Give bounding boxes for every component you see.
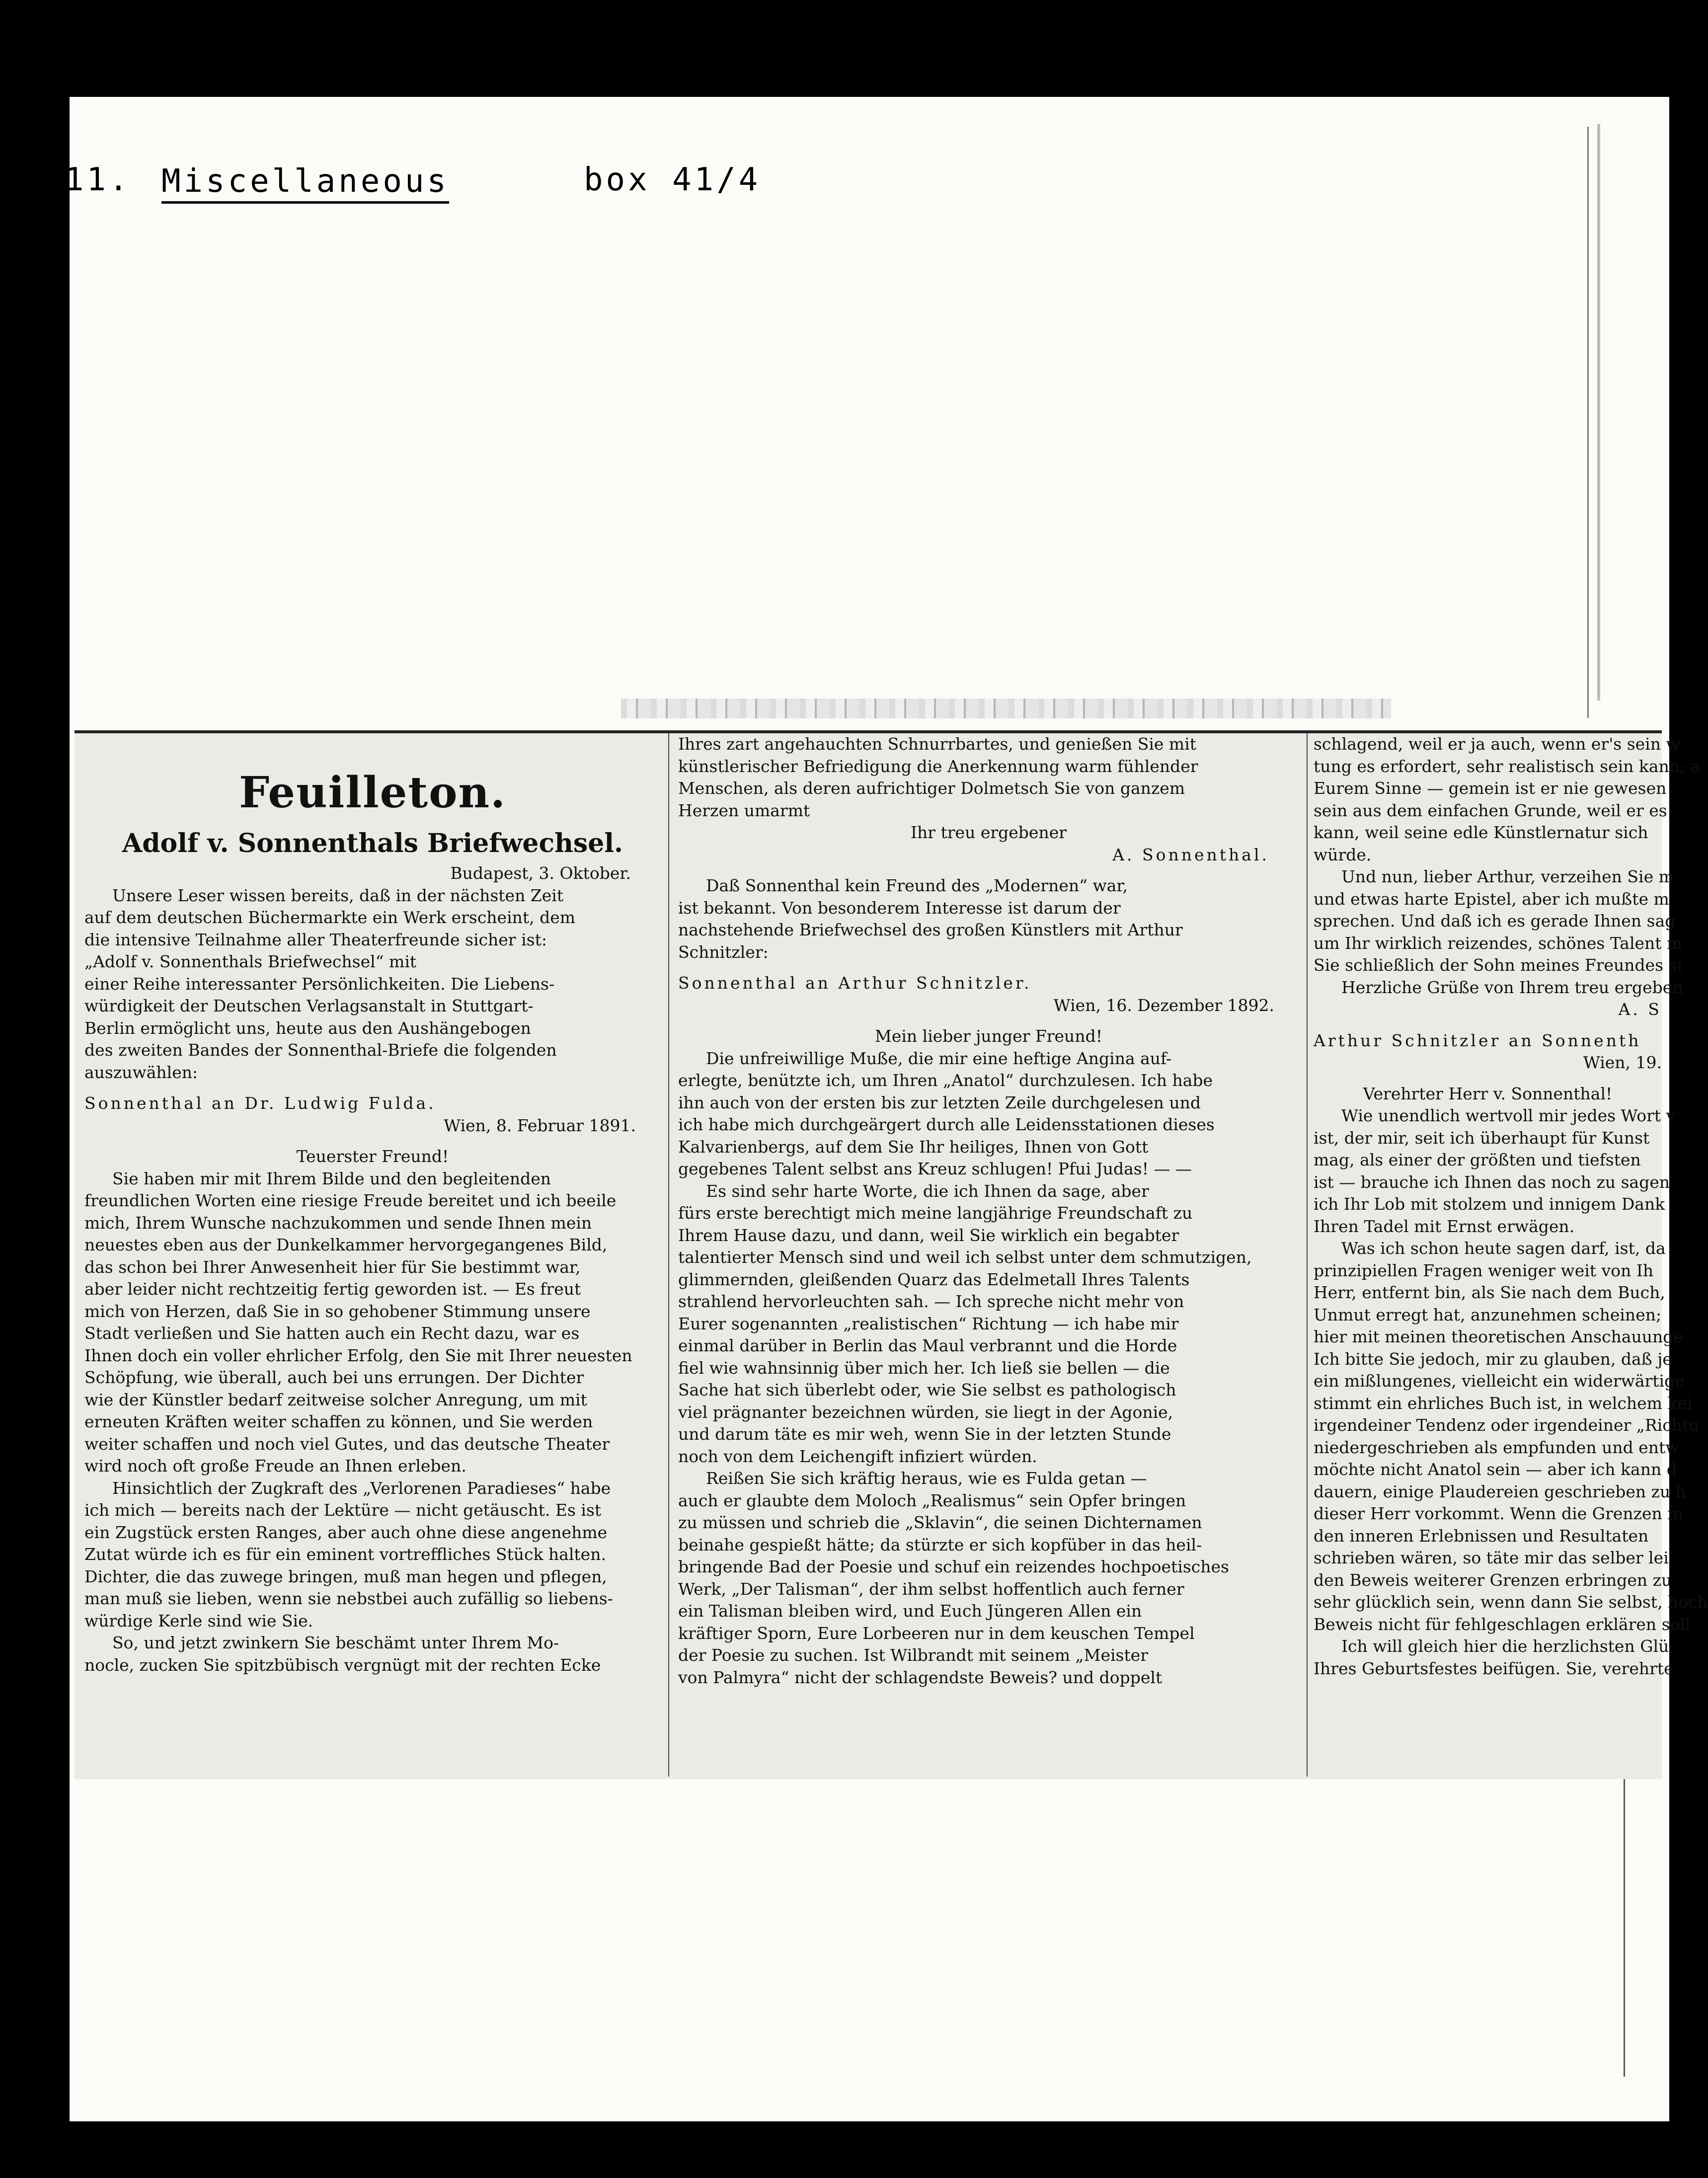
letter-line: ein Zugstück ersten Ranges, aber auch ohne diese angenehme <box>84 1522 608 1542</box>
letter-line: erlegte, benützte ich, um Ihren „Anatol“ durchzulesen. Ich habe <box>678 1071 1213 1090</box>
column-2 <box>668 733 1299 1777</box>
column-1 <box>84 733 661 1777</box>
letter-line: Kalvarienbergs, auf dem Sie Ihr heiliges, Ihnen von Gott <box>678 1137 1149 1157</box>
newspaper-clipping <box>75 730 1708 1779</box>
intro-line: Schnitzler: <box>678 942 769 962</box>
letter-line: ein Talisman bleiben wird, und Euch Jüngeren Allen ein <box>678 1601 1142 1621</box>
sheet-edge-line <box>1587 127 1589 718</box>
letter-line: Reißen Sie sich kräftig heraus, wie es Fulda getan — <box>706 1469 1147 1488</box>
letter-line: Und nun, lieber Arthur, verzeihen Sie m <box>1341 867 1674 886</box>
letter-line: ist — brauche ich Ihnen das noch zu sagen <box>1314 1172 1670 1192</box>
box-number: box 41/4 <box>584 161 761 198</box>
letter-line: So, und jetzt zwinkern Sie beschämt unter Ihrem Mo- <box>112 1633 559 1652</box>
letter-line: Ich will gleich hier die herzlichsten Glü <box>1341 1636 1669 1656</box>
letter-line: mich, Ihrem Wunsche nachzukommen und sende Ihnen mein <box>84 1213 592 1233</box>
letter-line: und darum täte es mir weh, wenn Sie in der letzten Stunde <box>678 1424 1171 1444</box>
letter-line: Menschen, als deren aufrichtiger Dolmetsch Sie von ganzem <box>678 778 1185 798</box>
letter-date: Wien, 16. Dezember 1892. <box>1053 995 1274 1015</box>
letter-date: Wien, 8. Februar 1891. <box>444 1115 636 1135</box>
letter-line: strahlend hervorleuchten sah. — Ich spreche nicht mehr von <box>678 1292 1184 1311</box>
letter-line: auch er glaubte dem Moloch „Realismus“ sein Opfer bringen <box>678 1490 1186 1510</box>
letter-line: Herr, entfernt bin, als Sie nach dem Buch, <box>1314 1283 1665 1302</box>
letter-line: und etwas harte Epistel, aber ich mußte m <box>1314 889 1669 909</box>
letter-line: irgendeiner Tendenz oder irgendeiner „Richtu <box>1314 1415 1700 1435</box>
letter-line: schlagend, weil er ja auch, wenn er's sein w <box>1314 734 1680 754</box>
letter-line: kann, weil seine edle Künstlernatur sich <box>1314 823 1648 842</box>
letter-line: gegebenes Talent selbst ans Kreuz schlugen! Pfui Judas! — — <box>678 1159 1192 1178</box>
letter-line: bringende Bad der Poesie und schuf ein reizendes hochpoetisches <box>678 1557 1229 1576</box>
letter-line: ich habe mich durchgeärgert durch alle Leidensstationen dieses <box>678 1115 1215 1134</box>
letter-line: Ihren Tadel mit Ernst erwägen. <box>1314 1216 1575 1236</box>
letter-line: Was ich schon heute sagen darf, ist, da <box>1341 1239 1666 1258</box>
letter-line: Schöpfung, wie überall, auch bei uns errungen. Der Dichter <box>84 1368 584 1387</box>
letter-line: stimmt ein ehrliches Buch ist, in welchem kei <box>1314 1393 1693 1413</box>
letter-line: kräftiger Sporn, Eure Lorbeeren nur in dem keuschen Tempel <box>678 1623 1195 1643</box>
letter-line: wird noch oft große Freude an Ihnen erleben. <box>84 1456 466 1476</box>
letter-line: sehr glücklich sein, wenn dann Sie selbst, hoch <box>1314 1592 1708 1612</box>
folder-number: 11. <box>65 161 131 198</box>
letter-line: prinzipiellen Fragen weniger weit von Ih <box>1314 1260 1654 1280</box>
letter-line: neuestes eben aus der Dunkelkammer hervorgegangenes Bild, <box>84 1235 608 1254</box>
letter-line: würdige Kerle sind wie Sie. <box>84 1611 313 1631</box>
intro-line: Unsere Leser wissen bereits, daß in der nächsten Zeit <box>112 885 564 905</box>
intro-line: die intensive Teilnahme aller Theaterfreunde sicher ist: <box>84 930 547 949</box>
letter-line: den Beweis weiterer Grenzen erbringen zu <box>1314 1570 1672 1590</box>
intro-line: ist bekannt. Von besonderem Interesse ist darum der <box>678 898 1121 918</box>
letter-line: Ihnen doch ein voller ehrlicher Erfolg, den Sie mit Ihrer neuesten <box>84 1345 632 1365</box>
letter-line: tung es erfordert, sehr realistisch sein kann; a <box>1314 756 1701 776</box>
letter-line: ein mißlungenes, vielleicht ein widerwärtige <box>1314 1371 1685 1391</box>
letter-line: Sache hat sich überlebt oder, wie Sie selbst es pathologisch <box>678 1380 1176 1400</box>
letter-line: erneuten Kräften weiter schaffen zu können, und Sie werden <box>84 1412 593 1431</box>
letter-signature: A. S <box>1618 1000 1662 1019</box>
letter-line: beinahe gespießt hätte; da stürzte er sich kopfüber in das heil- <box>678 1535 1202 1555</box>
letter-line: noch von dem Leichengift infiziert würden. <box>678 1446 1037 1466</box>
letter-line: Dichter, die das zuwege bringen, muß man hegen und pflegen, <box>84 1566 607 1586</box>
letter-line: einmal darüber in Berlin das Maul verbrannt und die Horde <box>678 1336 1177 1355</box>
letter-line: Sie haben mir mit Ihrem Bilde und den begleitenden <box>112 1168 551 1188</box>
letter-line: Ich bitte Sie jedoch, mir zu glauben, daß je <box>1314 1349 1672 1369</box>
letter-line: ich mich — bereits nach der Lektüre — nicht getäuscht. Es ist <box>84 1500 602 1520</box>
letter-line: man muß sie lieben, wenn sie nebstbei auch zufällig so liebens- <box>84 1589 613 1608</box>
letter-line: Sie schließlich der Sohn meines Freundes si <box>1314 955 1683 975</box>
letter-line: Stadt verließen und Sie hatten auch ein Recht dazu, war es <box>84 1323 580 1343</box>
letter-line: ihn auch von der ersten bis zur letzten Zeile durchgelesen und <box>678 1092 1201 1112</box>
letter-line: zu müssen und schrieb die „Sklavin“, die seinen Dichternamen <box>678 1513 1202 1532</box>
intro-line: Daß Sonnenthal kein Freund des „Modernen“ war, <box>706 876 1128 895</box>
letter-line: Ihres Geburtsfestes beifügen. Sie, verehrte <box>1314 1658 1674 1678</box>
letter-salutation: Mein lieber junger Freund! <box>875 1026 1102 1046</box>
letter-line: schrieben wären, so täte mir das selber lei <box>1314 1548 1669 1567</box>
letter-line: dauern, einige Plaudereien geschrieben zu h <box>1314 1481 1687 1501</box>
letter-line: sprechen. Und daß ich es gerade Ihnen sag <box>1314 911 1676 931</box>
letter-line: von Palmyra“ nicht der schlagendste Beweis? und doppelt <box>678 1667 1163 1687</box>
letter-line: Wie unendlich wertvoll mir jedes Wort v <box>1341 1106 1676 1125</box>
letter-line: Eurem Sinne — gemein ist er nie gewesen <box>1314 778 1667 798</box>
letter-line: Es sind sehr harte Worte, die ich Ihnen da sage, aber <box>706 1181 1149 1201</box>
letter-line: fiel wie wahnsinnig über mich her. Ich ließ sie bellen — die <box>678 1358 1170 1378</box>
letter-line: nocle, zucken Sie spitzbübisch vergnügt mit der rechten Ecke <box>84 1655 601 1675</box>
letter-heading: Sonnenthal an Arthur Schnitzler. <box>678 973 1032 993</box>
letter-line: hier mit meinen theoretischen Anschauunge <box>1314 1327 1683 1346</box>
letter-line: fürs erste berechtigt mich meine langjährige Freundschaft zu <box>678 1203 1193 1223</box>
letter-line: würde. <box>1314 845 1372 864</box>
letter-line: Ihres zart angehauchten Schnurrbartes, und genießen Sie mit <box>678 734 1197 754</box>
letter-line: Herzliche Grüße von Ihrem treu ergeben <box>1341 977 1683 997</box>
letter-line: sein aus dem einfachen Grunde, weil er es <box>1314 800 1667 820</box>
letter-line: Beweis nicht für fehlgeschlagen erklären soll <box>1314 1614 1691 1634</box>
clipping-strip-remnant <box>621 699 1391 718</box>
letter-line: den inneren Erlebnissen und Resultaten <box>1314 1526 1649 1546</box>
article-headline: Adolf v. Sonnenthals Briefwechsel. <box>122 828 623 858</box>
letter-line: das schon bei Ihrer Anwesenheit hier für Sie bestimmt war, <box>84 1257 581 1277</box>
letter-line: ist, der mir, seit ich überhaupt für Kunst <box>1314 1128 1650 1148</box>
letter-line: niedergeschrieben als empfunden und entw <box>1314 1437 1680 1457</box>
intro-line: „Adolf v. Sonnenthals Briefwechsel“ mit <box>84 952 417 971</box>
letter-line: viel prägnanter bezeichnen würden, sie liegt in der Agonie, <box>678 1402 1173 1422</box>
dateline: Budapest, 3. Oktober. <box>450 863 631 883</box>
letter-line: künstlerischer Befriedigung die Anerkennung warm fühlender <box>678 756 1198 776</box>
letter-line: Zutat würde ich es für ein eminent vortreffliches Stück halten. <box>84 1545 606 1564</box>
letter-line: mich von Herzen, daß Sie in so gehobener Stimmung unsere <box>84 1301 591 1321</box>
letter-heading: Sonnenthal an Dr. Ludwig Fulda. <box>84 1093 436 1113</box>
letter-line: weiter schaffen und noch viel Gutes, und das deutsche Theater <box>84 1434 610 1454</box>
letter-heading: Arthur Schnitzler an Sonnenth <box>1314 1030 1641 1050</box>
intro-line: des zweiten Bandes der Sonnenthal-Briefe die folgenden <box>84 1040 557 1060</box>
intro-line: würdigkeit der Deutschen Verlagsanstalt in Stuttgart- <box>84 996 534 1015</box>
letter-line: wie der Künstler bedarf zeitweise solcher Anregung, um mit <box>84 1390 587 1409</box>
section-title: Feuilleton. <box>239 768 506 818</box>
letter-line: freundlichen Worten eine riesige Freude bereitet und ich beeile <box>84 1191 617 1210</box>
letter-closing: Ihr treu ergebener <box>910 823 1067 842</box>
letter-line: um Ihr wirklich reizendes, schönes Talent m <box>1314 933 1683 953</box>
letter-line: Herzen umarmt <box>678 800 810 820</box>
letter-line: Die unfreiwillige Muße, die mir eine heftige Angina auf- <box>706 1048 1172 1068</box>
letter-line: Ihrem Hause dazu, und dann, weil Sie wirklich ein begabter <box>678 1225 1179 1245</box>
letter-line: Unmut erregt hat, anzunehmen scheinen; <box>1314 1305 1662 1324</box>
letter-line: ich Ihr Lob mit stolzem und innigem Dank <box>1314 1194 1665 1214</box>
letter-signature: A. Sonnenthal. <box>1112 845 1269 864</box>
letter-line: Hinsichtlich der Zugkraft des „Verlorenen Paradieses“ habe <box>112 1478 611 1498</box>
letter-line: Werk, „Der Talisman“, der ihm selbst hoffentlich auch ferner <box>678 1579 1184 1599</box>
letter-line: möchte nicht Anatol sein — aber ich kann d <box>1314 1460 1677 1479</box>
letter-salutation: Verehrter Herr v. Sonnenthal! <box>1363 1084 1613 1103</box>
letter-line: glimmernden, gleißenden Quarz das Edelmetall Ihres Talents <box>678 1269 1190 1289</box>
letter-line: mag, als einer der größten und tiefsten <box>1314 1150 1641 1169</box>
intro-line: Berlin ermöglicht uns, heute aus den Aushängebogen <box>84 1018 531 1038</box>
sheet-fold <box>1597 124 1600 700</box>
letter-line: der Poesie zu suchen. Ist Wilbrandt mit seinem „Meister <box>678 1645 1149 1665</box>
letter-line: aber leider nicht rechtzeitig fertig geworden ist. — Es freut <box>84 1279 581 1299</box>
intro-line: einer Reihe interessanter Persönlichkeiten. Die Liebens- <box>84 974 555 994</box>
letter-line: talentierter Mensch sind und weil ich selbst unter dem schmutzigen, <box>678 1247 1252 1267</box>
letter-salutation: Teuerster Freund! <box>296 1147 449 1166</box>
archive-label <box>65 161 1058 206</box>
series-title: Miscellaneous <box>161 161 449 204</box>
letter-line: dieser Herr vorkommt. Wenn die Grenzen m <box>1314 1504 1683 1523</box>
column-3 <box>1307 733 1708 1777</box>
intro-line: auf dem deutschen Büchermarkte ein Werk erscheint, dem <box>84 908 576 927</box>
intro-line: nachstehende Briefwechsel des großen Künstlers mit Arthur <box>678 920 1183 939</box>
letter-date: Wien, 19. <box>1583 1053 1662 1072</box>
letter-line: Eurer sogenannten „realistischen“ Richtung — ich habe mir <box>678 1314 1179 1333</box>
intro-line: auszuwählen: <box>84 1062 198 1082</box>
